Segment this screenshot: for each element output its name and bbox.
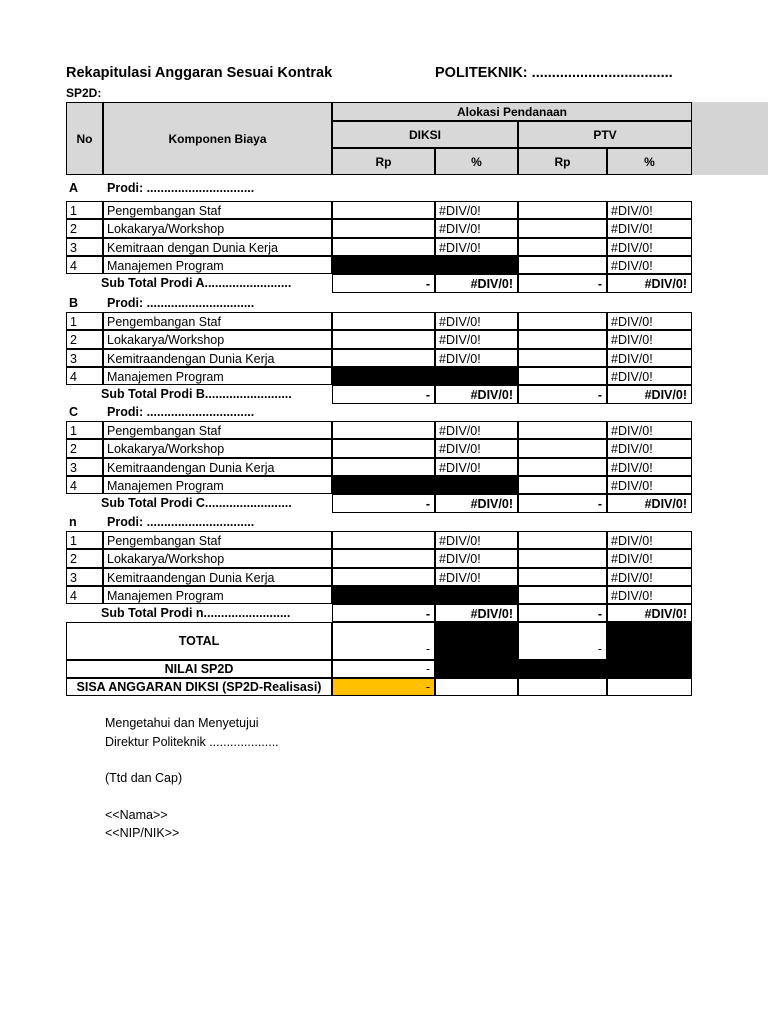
row-rp-diksi-blocked [332,476,435,494]
header-rp-ptv: Rp [518,148,607,175]
row-komponen: Pengembangan Staf [103,531,332,549]
row-pct-diksi-blocked [435,476,518,494]
row-pct-ptv: #DIV/0! [607,586,692,604]
row-pct-ptv: #DIV/0! [607,458,692,476]
row-rp-diksi [332,458,435,476]
subtotal-pct-diksi: #DIV/0! [435,494,518,513]
subtotal-rp-ptv: - [518,604,607,622]
subtotal-rp-diksi: - [332,385,435,404]
subtotal-label: Sub Total Prodi n......................... [101,606,291,620]
row-rp-ptv [518,476,607,494]
row-pct-diksi: #DIV/0! [435,531,518,549]
row-rp-diksi [332,439,435,458]
row-rp-ptv [518,439,607,458]
sisa-anggaran-rp-ptv [518,678,607,696]
row-pct-diksi-blocked [435,586,518,604]
row-komponen: Manajemen Program [103,586,332,604]
nilai-sp2d-blocked [435,660,692,678]
row-rp-diksi [332,238,435,256]
row-rp-ptv [518,256,607,274]
header-no: No [66,102,103,175]
row-no: 4 [66,367,103,385]
row-rp-ptv [518,421,607,439]
row-pct-ptv: #DIV/0! [607,549,692,568]
sisa-anggaran-pct-ptv [607,678,692,696]
row-pct-ptv: #DIV/0! [607,531,692,549]
row-komponen: Lokakarya/Workshop [103,439,332,458]
signature-nip: <<NIP/NIK>> [105,826,180,840]
row-pct-diksi: #DIV/0! [435,439,518,458]
subtotal-pct-diksi: #DIV/0! [435,385,518,404]
row-rp-ptv [518,531,607,549]
row-pct-diksi: #DIV/0! [435,349,518,367]
row-no: 1 [66,201,103,219]
row-rp-ptv [518,586,607,604]
row-no: 4 [66,586,103,604]
row-rp-diksi-blocked [332,367,435,385]
header-pct-ptv: % [607,148,692,175]
row-no: 2 [66,549,103,568]
subtotal-pct-diksi: #DIV/0! [435,274,518,293]
row-no: 3 [66,458,103,476]
row-pct-ptv: #DIV/0! [607,312,692,330]
row-pct-ptv: #DIV/0! [607,219,692,238]
row-rp-diksi-blocked [332,586,435,604]
total-rp-ptv: - [518,622,607,660]
section-prodi: Prodi: ............................... [107,405,255,419]
row-no: 3 [66,349,103,367]
row-komponen: Lokakarya/Workshop [103,549,332,568]
row-rp-diksi [332,330,435,349]
subtotal-pct-ptv: #DIV/0! [607,494,692,513]
row-komponen: Pengembangan Staf [103,421,332,439]
row-rp-ptv [518,219,607,238]
row-rp-diksi [332,219,435,238]
grey-panel [692,102,768,175]
row-komponen: Manajemen Program [103,367,332,385]
row-komponen: Pengembangan Staf [103,312,332,330]
row-pct-diksi: #DIV/0! [435,549,518,568]
row-pct-ptv: #DIV/0! [607,238,692,256]
total-rp-diksi: - [332,622,435,660]
nilai-sp2d-label: NILAI SP2D [66,660,332,678]
row-pct-ptv: #DIV/0! [607,201,692,219]
row-rp-ptv [518,330,607,349]
row-pct-ptv: #DIV/0! [607,476,692,494]
row-rp-diksi [332,201,435,219]
row-pct-diksi: #DIV/0! [435,458,518,476]
row-komponen: Manajemen Program [103,476,332,494]
section-code: n [69,515,77,529]
row-no: 4 [66,476,103,494]
row-rp-ptv [518,458,607,476]
row-pct-diksi: #DIV/0! [435,568,518,586]
row-komponen: Pengembangan Staf [103,201,332,219]
row-no: 3 [66,238,103,256]
row-pct-ptv: #DIV/0! [607,568,692,586]
row-komponen: Kemitraandengan Dunia Kerja [103,349,332,367]
total-pct-ptv-blocked [607,622,692,660]
row-no: 3 [66,568,103,586]
total-label: TOTAL [66,622,332,660]
row-pct-diksi: #DIV/0! [435,421,518,439]
row-pct-diksi-blocked [435,367,518,385]
subtotal-label: Sub Total Prodi A......................... [101,276,292,290]
row-pct-ptv: #DIV/0! [607,439,692,458]
row-komponen: Kemitraandengan Dunia Kerja [103,458,332,476]
header-komponen: Komponen Biaya [103,102,332,175]
signature-name: <<Nama>> [105,808,168,822]
row-rp-diksi [332,349,435,367]
row-rp-diksi [332,421,435,439]
row-rp-diksi [332,549,435,568]
subtotal-rp-ptv: - [518,385,607,404]
section-code: A [69,181,79,195]
signature-stamp: (Ttd dan Cap) [105,771,183,785]
nilai-sp2d-rp-diksi: - [332,660,435,678]
row-komponen: Kemitraandengan Dunia Kerja [103,568,332,586]
total-pct-diksi-blocked [435,622,518,660]
subtotal-pct-ptv: #DIV/0! [607,604,692,622]
subtotal-pct-diksi: #DIV/0! [435,604,518,622]
row-pct-diksi-blocked [435,256,518,274]
subtotal-rp-ptv: - [518,274,607,293]
signature-approval: Mengetahui dan Menyetujui [105,716,259,730]
row-pct-diksi: #DIV/0! [435,238,518,256]
row-no: 1 [66,531,103,549]
header-diksi: DIKSI [332,121,518,148]
subtotal-rp-diksi: - [332,494,435,513]
row-rp-ptv [518,367,607,385]
row-no: 1 [66,421,103,439]
row-no: 2 [66,330,103,349]
row-pct-diksi: #DIV/0! [435,219,518,238]
row-pct-ptv: #DIV/0! [607,330,692,349]
row-no: 4 [66,256,103,274]
header-pct-diksi: % [435,148,518,175]
row-rp-diksi [332,531,435,549]
row-komponen: Kemitraan dengan Dunia Kerja [103,238,332,256]
row-no: 1 [66,312,103,330]
row-rp-ptv [518,568,607,586]
header-ptv: PTV [518,121,692,148]
subtotal-rp-ptv: - [518,494,607,513]
section-prodi: Prodi: ............................... [107,181,255,195]
sisa-anggaran-rp-diksi: - [332,678,435,696]
row-rp-diksi-blocked [332,256,435,274]
sp2d-label: SP2D: [66,86,102,100]
row-rp-ptv [518,312,607,330]
row-pct-diksi: #DIV/0! [435,330,518,349]
section-prodi: Prodi: ............................... [107,296,255,310]
row-pct-ptv: #DIV/0! [607,256,692,274]
section-code: C [69,405,79,419]
row-komponen: Lokakarya/Workshop [103,330,332,349]
row-pct-diksi: #DIV/0! [435,312,518,330]
row-no: 2 [66,219,103,238]
row-komponen: Manajemen Program [103,256,332,274]
row-pct-ptv: #DIV/0! [607,367,692,385]
header-rp-diksi: Rp [332,148,435,175]
politeknik-label: POLITEKNIK: ................................... [435,65,673,81]
row-komponen: Lokakarya/Workshop [103,219,332,238]
signature-director: Direktur Politeknik .................... [105,735,279,749]
row-rp-ptv [518,349,607,367]
row-pct-diksi: #DIV/0! [435,201,518,219]
row-no: 2 [66,439,103,458]
row-rp-ptv [518,201,607,219]
subtotal-label: Sub Total Prodi B......................... [101,387,292,401]
sisa-anggaran-pct-diksi [435,678,518,696]
subtotal-rp-diksi: - [332,274,435,293]
row-pct-ptv: #DIV/0! [607,421,692,439]
row-rp-ptv [518,549,607,568]
subtotal-rp-diksi: - [332,604,435,622]
page-title: Rekapitulasi Anggaran Sesuai Kontrak [66,65,333,81]
subtotal-pct-ptv: #DIV/0! [607,274,692,293]
row-pct-ptv: #DIV/0! [607,349,692,367]
header-alokasi: Alokasi Pendanaan [332,102,692,121]
row-rp-diksi [332,312,435,330]
subtotal-label: Sub Total Prodi C......................... [101,496,292,510]
sisa-anggaran-label: SISA ANGGARAN DIKSI (SP2D-Realisasi) [66,678,332,696]
section-code: B [69,296,79,310]
section-prodi: Prodi: ............................... [107,515,255,529]
row-rp-ptv [518,238,607,256]
subtotal-pct-ptv: #DIV/0! [607,385,692,404]
row-rp-diksi [332,568,435,586]
